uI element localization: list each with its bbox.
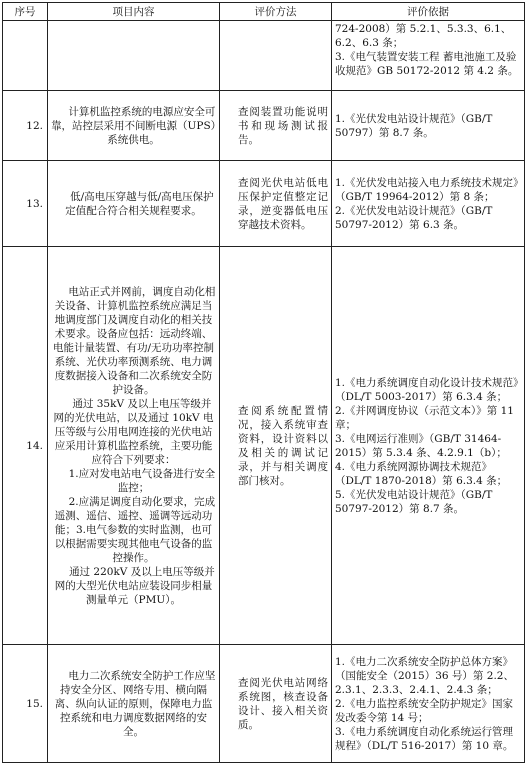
basis-item: 2.《光伏发电站设计规范》（GB/T 50797-2012）第 6.3 条。	[335, 204, 493, 231]
content-paragraph: 计算机监控系统的电源应安全可靠，站控层采用不间断电源（UPS）系统供电。	[51, 105, 216, 146]
row-content	[48, 91, 220, 161]
content-paragraph: 2.应满足调度自动化要求，完成遥测、遥信、遥控、遥调等远动功能；3.电气参数的实时监测，也可以根据需要实现其他电气设备的监控操作。	[54, 495, 216, 564]
content-paragraph: 低/高电压穿越与低/高电压保护定值配合符合相关规程要求。	[65, 190, 214, 217]
basis-item: 1.《光伏发电站接入电力系统技术规定》（GB/T 19964-2012）第 8 条；	[335, 176, 519, 203]
row-basis	[332, 161, 525, 247]
basis-item: 2.《并网调度协议（示范文本）》第 11 章；	[335, 404, 514, 431]
content-paragraph: 通过 35kV 及以上电压等级并网的光伏电站，以及通过 10kV 电压等级与公用电网连接的光伏电站应采用计算机监控系统，主要功能应符合下列要求：	[53, 397, 214, 466]
basis-item: 724-2008）第 5.2.1、5.3.3、6.1、6.2、6.3 条；	[335, 23, 512, 49]
basis-item: 1.《光伏发电站设计规范》（GB/T 50797）第 8.7 条。	[335, 112, 493, 139]
row-content	[48, 247, 220, 645]
basis-item: 3.《电网运行准则》（GB/T 31464-2015）第 5.3.4 条、4.2.9.1（b）；	[335, 432, 507, 459]
row-method: 查阅光伏电站网络系统图，核查设备设计、接入相关资质。	[220, 645, 332, 763]
row-content	[48, 645, 220, 763]
row-basis	[332, 91, 525, 161]
row-method: 查阅光伏电站低电压保护定值整定记录，逆变器低电压穿越技术资料。	[220, 161, 332, 247]
row-basis	[332, 645, 525, 763]
header-content: 项目内容	[48, 3, 220, 21]
row-method: 查阅装置功能说明书和现场测试报告。	[220, 91, 332, 161]
header-num: 序号	[3, 3, 48, 21]
table-row	[3, 21, 525, 91]
row-number: 14.	[3, 247, 48, 645]
basis-item: 3.《电气装置安装工程 蓄电池施工及验收规范》GB 50172-2012 第 4.2 条。	[335, 51, 519, 77]
row-content	[48, 21, 220, 91]
row-method	[220, 21, 332, 91]
content-paragraph: 通过 220kV 及以上电压等级并网的大型光伏电站应装设同步相量测量单元（PMU）。	[54, 565, 215, 606]
content-paragraph: 1.应对发电站电气设备进行安全监控；	[68, 467, 216, 494]
table-row	[3, 645, 525, 763]
content-paragraph: 电站正式并网前，调度自动化相关设备、计算机监控系统应满足当地调度部门及调度自动化的相关技术要求。设备应包括：远动终端、电能计量装置、有功/无功功率控制系统、光伏功率预测系统、电力调度数据接入设备和二次系统安全防护设备。	[52, 285, 216, 396]
row-basis	[332, 247, 525, 645]
row-number: 15.	[3, 645, 48, 763]
table-row	[3, 247, 525, 645]
content-paragraph: 电力二次系统安全防护工作应坚持安全分区、网络专用、横向隔离、纵向认证的原则，保障电力监控系统和电力调度数据网络的安全。	[54, 669, 216, 738]
row-method: 查阅系统配置情况，接入系统审查资料，设计资料以及相关的调试记录，并与相关调度部门核对。	[220, 247, 332, 645]
basis-item: 1.《电力二次系统安全防护总体方案》（国能安全（2015）36 号）第 2.2、2.3.1、2.3.3、2.4.1、2.4.3 条；	[335, 655, 514, 696]
table-row	[3, 161, 525, 247]
header-method: 评价方法	[220, 3, 332, 21]
row-content	[48, 161, 220, 247]
row-basis	[332, 21, 525, 91]
basis-item: 5.《光伏发电站设计规范》（GB/T 50797-2012）第 8.7 条。	[335, 488, 493, 515]
row-number: 13.	[3, 161, 48, 247]
row-number: 12.	[3, 91, 48, 161]
header-basis: 评价依据	[332, 3, 525, 21]
basis-item: 4.《电力系统网源协调技术规范》（DL/T 1870-2018）第 6.3.4 条；	[335, 460, 508, 487]
header-row	[3, 3, 525, 21]
evaluation-table	[2, 2, 525, 763]
basis-item: 1.《电力系统调度自动化设计技术规范》（DL/T 5003-2017）第 6.3.4 条；	[335, 376, 519, 403]
basis-item: 2.《电力监控系统安全防护规定》国家发改委令第 14 号；	[335, 697, 514, 724]
row-number	[3, 21, 48, 91]
table-row	[3, 91, 525, 161]
basis-item: 3.《电力系统调度自动化系统运行管理规程》（DL/T 516-2017）第 10 章。	[335, 725, 514, 752]
